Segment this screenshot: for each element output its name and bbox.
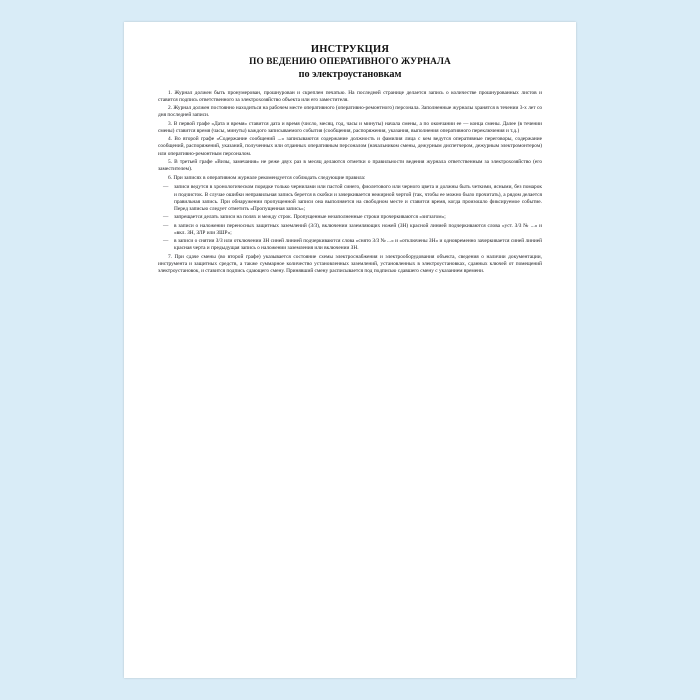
dash-bullet-icon: — <box>163 222 169 229</box>
paragraph-2: 2. Журнал должен постоянно находиться на рабочем месте оперативного (оперативно-ремонтного) персонала. Заполненные журналы хранятся в течении 3-х лет со дня последней записи. <box>158 105 542 119</box>
list-item <box>158 214 542 221</box>
paragraph-4: 4. Во второй графе «Содержание сообщений ...» записываются содержание должность и фамилия лица с кем ведутся оперативные переговоры, содержание сообщений, распоряжений, указаний, полученных или отданных оперативным персоналом (начальником смены, дежурным диспетчером, дежурным электромонтером) или оперативно-ремонтным персоналом. <box>158 136 542 157</box>
title-line-2: ПО ВЕДЕНИЮ ОПЕРАТИВНОГО ЖУРНАЛА <box>249 56 451 67</box>
paragraph-6: 6. При записях в оперативном журнале рекомендуется соблюдать следующие правила: <box>168 174 366 181</box>
paragraph-7: 7. При сдаче смены (во второй графе) указывается состояние схемы электроснабжения и электрооборудования объекта, сведения о наличии документации, инструмента и защитных средств, а также суммарное количество установленных заземлений, установленных в электроустановках, сданных ключей от помещений электроустановок, и ставится подпись сдающего смену. Принявший смену расписывается под подписью сдавшего смену с указанием времени. <box>158 253 542 275</box>
paragraph-5: 5. В третьей графе «Визы, замечания» не реже двух раз в месяц делаются отметки о правильности ведения журнала ответственным за электрохозяйство (его заместителем). <box>158 158 542 173</box>
list-item <box>158 223 542 238</box>
list-item <box>158 184 542 213</box>
page-title <box>158 44 542 82</box>
dash-bullet-icon: — <box>163 184 169 191</box>
list-item-text: записи ведутся в хронологическом порядке только чернилами или пастой синего, фиолетового или черного цвета и должны быть четкими, ясными, без помарок и подчисток. В случае ошибки неправильная запись берется в скобки и зачеркивается нежирной чертой (так, чтобы ее можно было прочитать), а рядом делается правильная запись. При обнаружении пропущенной записи она выполняется на свободном месте и ставится время, когда произошло фиксируемое событие. Перед записью следует отметить «Пропущенная запись»; <box>174 184 542 213</box>
list-item-text: запрещается делать записи на полях и между строк. Пропущенные незаполненные строки прочеркиваются «зигзагом»; <box>174 214 446 221</box>
title-line-3: по электроустановкам <box>298 69 402 81</box>
dash-bullet-icon: — <box>163 238 169 245</box>
document-body <box>158 90 542 276</box>
rules-list <box>158 184 542 253</box>
dash-bullet-icon: — <box>163 214 169 221</box>
title-line-1: ИНСТРУКЦИЯ <box>310 44 390 55</box>
list-item <box>158 238 542 253</box>
document-page <box>124 22 576 678</box>
paragraph-1: 1. Журнал должен быть пронумерован, прошнурован и скреплен печатью. На последней странице делается запись о количестве прошнурованных листов и ставится подпись ответственного за электрохозяйство объекта или его заместителя. <box>158 89 542 103</box>
paragraph-3: 3. В первой графе «Дата и время» ставится дата и время (число, месяц, год, часы и минуты) начала смены, а по окончании ее — конца смены. Далее (в течении смены) ставится время (часы, минуты) каждого записываемого события (сообщения, распоряжения, указания, выполнения оперативного переключения и т.д.) <box>158 120 542 134</box>
list-item-text: в записи о снятии З/З или отключении ЗН синей линией подчеркиваются слова «снято З/З № ...» и «отключены ЗН» и одновременно зачеркивается синей линией красная черта и предыдущая запись о наложении заземления или включении ЗН. <box>174 238 542 252</box>
list-item-text: в записи о наложении переносных защитных заземлений (З/З), включении заземляющих ножей (ЗН) красной линией подчеркиваются слова «уст. З/З № ...» и «вкл. ЗН, ЗЛР или ЗШР»; <box>174 222 542 236</box>
